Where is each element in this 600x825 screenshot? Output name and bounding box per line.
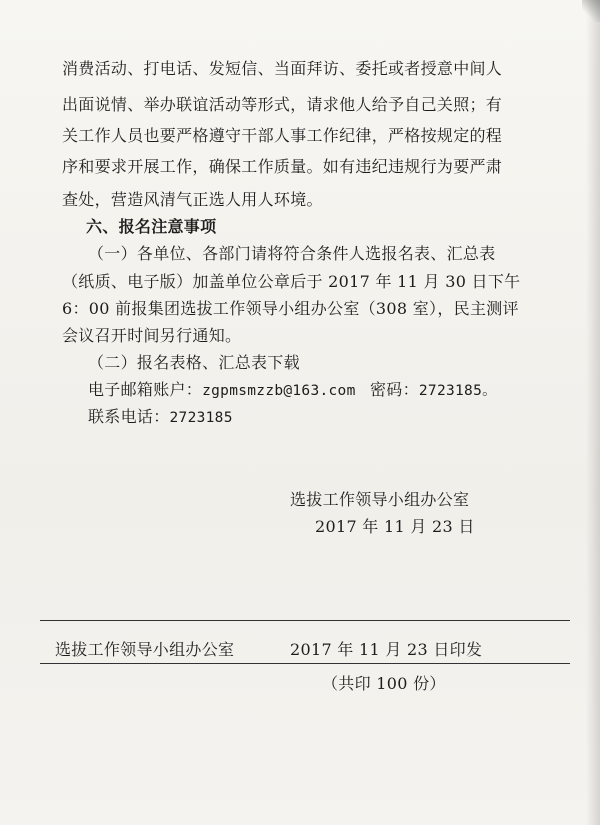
email-row xyxy=(88,377,356,400)
signature-org: 选拔工作领导小组办公室 xyxy=(290,490,470,509)
paragraph-line: 查处，营造风清气正选人用人环境。 xyxy=(62,190,323,209)
scan-corner-shadow xyxy=(582,0,600,22)
scan-edge-shadow xyxy=(586,0,600,825)
item-line: 6：00 前报集团选拔工作领导小组办公室（308 室），民主测评 xyxy=(62,299,519,318)
footer-date: 2017 年 11 月 23 日印发 xyxy=(290,640,483,659)
phone-label: 联系电话： xyxy=(88,407,170,426)
email-value: zgpmsmzzb@163.com xyxy=(202,383,356,399)
section-heading: 六、报名注意事项 xyxy=(86,217,217,236)
footer-middle-rule xyxy=(40,663,570,664)
password-value: 2723185。 xyxy=(418,383,497,399)
paragraph-line: 消费活动、打电话、发短信、当面拜访、委托或者授意中间人 xyxy=(62,59,503,78)
footer-org: 选拔工作领导小组办公室 xyxy=(55,640,235,659)
item-line: （一）各单位、各部门请将符合条件人选报名表、汇总表 xyxy=(88,244,496,263)
email-label: 电子邮箱账户： xyxy=(88,380,203,399)
paragraph-line: 关工作人员也要严格遵守干部人事工作纪律，严格按规定的程 xyxy=(62,126,503,145)
paragraph-line: 出面说情、举办联谊活动等形式，请求他人给予自己关照；有 xyxy=(62,95,503,114)
footer-copies: （共印 100 份） xyxy=(322,674,446,693)
phone-row xyxy=(88,404,233,427)
phone-value: 2723185 xyxy=(169,410,233,426)
footer-top-rule xyxy=(40,620,570,621)
sub-heading: （二）报名表格、汇总表下载 xyxy=(88,353,300,372)
password-row xyxy=(370,377,497,400)
item-line: 会议召开时间另行通知。 xyxy=(62,326,242,345)
item-line: （纸质、电子版）加盖单位公章后于 2017 年 11 月 30 日下午 xyxy=(62,272,521,291)
password-label: 密码： xyxy=(370,380,419,399)
paragraph-line: 序和要求开展工作，确保工作质量。如有违纪违规行为要严肃 xyxy=(62,157,503,176)
signature-date: 2017 年 11 月 23 日 xyxy=(315,517,475,536)
